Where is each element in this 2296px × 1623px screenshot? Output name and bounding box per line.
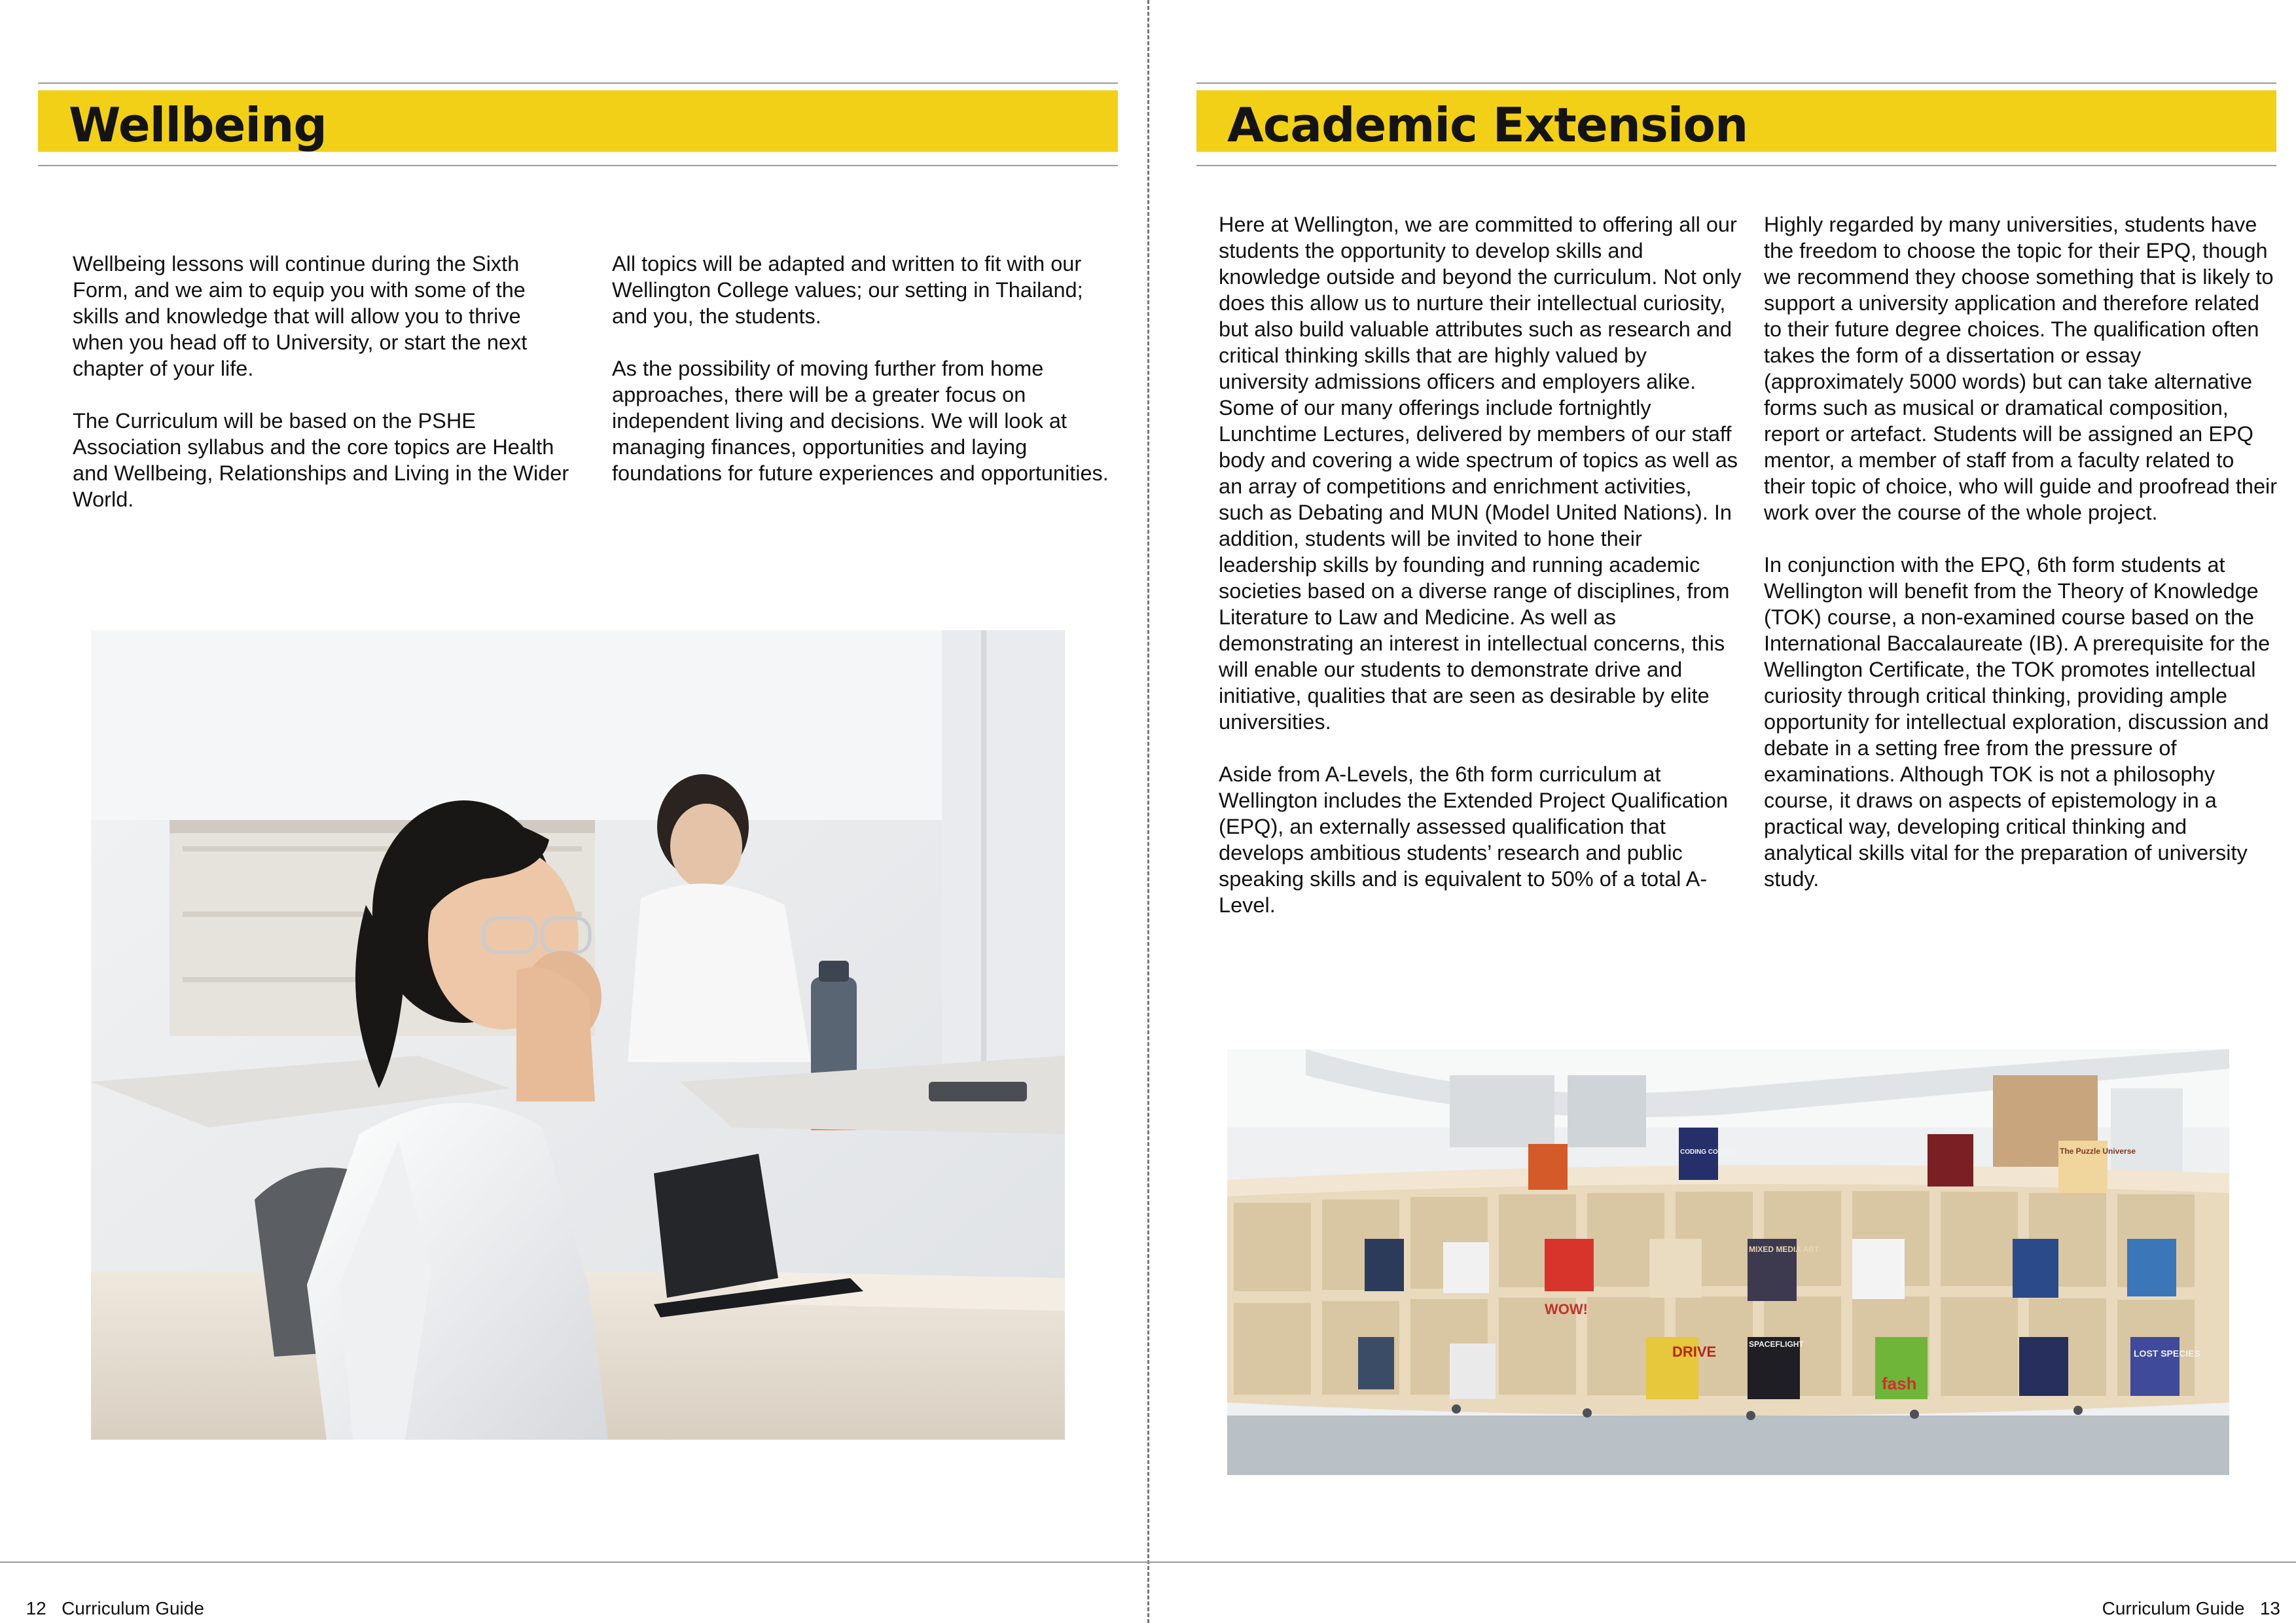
paragraph: Here at Wellington, we are committed to offering all our students the opportunity to develop skills and knowledge outside and beyond the curriculum. Not only does this allow us to nurture their intellectual curiosity, but also build valuable attributes such as research and critical thinking skills that are highly valued by university admissions officers and employers alike. Some of our many offerings include fortnightly Lunchtime Lectures, delivered by members of our staff body and covering a wide spectrum of topics as well as an array of competitions and enrichment activities, such as Debating and MUN (Model United Nations). In addition, students will be invited to hone their leadership skills by founding and running academic societies based on a diverse range of disciplines, from Literature to Law and Medicine. As well as demonstrating an interest in intellectual concerns, this will enable our students to demonstrate drive and initiative, qualities that are seen as desirable by elite universities.: [1219, 213, 1742, 734]
paragraph: All topics will be adapted and written to fit with our Wellington College values; our setting in Thailand; and you, the students.: [612, 252, 1083, 328]
page-number: 13: [2259, 1598, 2280, 1618]
book-cover-title: CODING COURSE: [1680, 1149, 1736, 1156]
paragraph: In conjunction with the EPQ, 6th form students at Wellington will benefit from the Theory of Knowledge (TOK) course, a non-examined course based on the International Baccalaureate (IB). A prerequisite for the Wellington Certificate, the TOK promotes intellectual curiosity through critical thinking, providing ample opportunity for intellectual exploration, discussion and debate in a setting free from the pressure of examinations. Although TOK is not a philosophy course, it draws on aspects of epistemology in a practical way, developing critical thinking and analytical skills vital for the preparation of university study.: [1764, 553, 2270, 891]
paragraph: The Curriculum will be based on the PSHE Association syllabus and the core topics are Health and Wellbeing, Relationships and Living in the Wider World.: [73, 409, 569, 511]
book-cover-title: DRIVE: [1672, 1344, 1717, 1360]
right-column-1: [1219, 211, 1742, 918]
right-footer: [2092, 1577, 2280, 1619]
page-number: 12: [26, 1598, 46, 1618]
footer-label: Curriculum Guide: [62, 1598, 204, 1618]
book-cover-title: LOST SPECIES: [2134, 1348, 2200, 1359]
page-fold-divider: [1147, 0, 1149, 1623]
book-cover-title: WOW!: [1545, 1301, 1588, 1317]
left-page-heading: Wellbeing: [69, 98, 327, 152]
paragraph: As the possibility of moving further from home approaches, there will be a greater focus on independent living and decisions. We will look at managing finances, opportunities and laying foundations for future experiences and opportunities.: [612, 357, 1109, 485]
left-top-rule: [38, 82, 1118, 84]
library-photo: [1227, 1049, 2229, 1475]
paragraph: Aside from A-Levels, the 6th form curriculum at Wellington includes the Extended Project Qualification (EPQ), an externally assessed qualification that develops ambitious students’ research and public speaking skills and is equivalent to 50% of a total A-Level.: [1219, 762, 1729, 917]
right-top-rule: [1196, 82, 2276, 84]
right-bottom-rule: [1196, 165, 2276, 166]
book-cover-title: MIXED MEDIA ART: [1749, 1245, 1820, 1254]
book-cover-title: SPACEFLIGHT: [1749, 1340, 1804, 1349]
right-page-heading: Academic Extension: [1227, 98, 1748, 152]
left-column-2: [612, 251, 1109, 486]
left-footer-rule: [0, 1561, 1147, 1563]
left-bottom-rule: [38, 165, 1118, 166]
paragraph: Wellbeing lessons will continue during the Sixth Form, and we aim to equip you with some of the skills and knowledge that will allow you to thrive when you head off to University, or start the next chapter of your life.: [73, 252, 528, 380]
left-footer: [16, 1577, 204, 1619]
classroom-photo: [91, 630, 1065, 1440]
left-column-1: [73, 251, 570, 512]
right-footer-rule: [1147, 1561, 2296, 1563]
book-cover-title: fash: [1882, 1374, 1917, 1393]
book-cover-title: The Puzzle Universe: [2060, 1147, 2136, 1156]
paragraph: Highly regarded by many universities, students have the freedom to choose the topic for their EPQ, though we recommend they choose something that is likely to support a university application and therefore related to their future degree choices. The qualification often takes the form of a dissertation or essay (approximately 5000 words) but can take alternative forms such as musical or dramatical composition, report or artefact. Students will be assigned an EPQ mentor, a member of staff from a faculty related to their topic of choice, who will guide and proofread their work over the course of the whole project.: [1764, 213, 2278, 524]
right-column-2: [1764, 211, 2281, 892]
footer-label: Curriculum Guide: [2102, 1598, 2245, 1618]
